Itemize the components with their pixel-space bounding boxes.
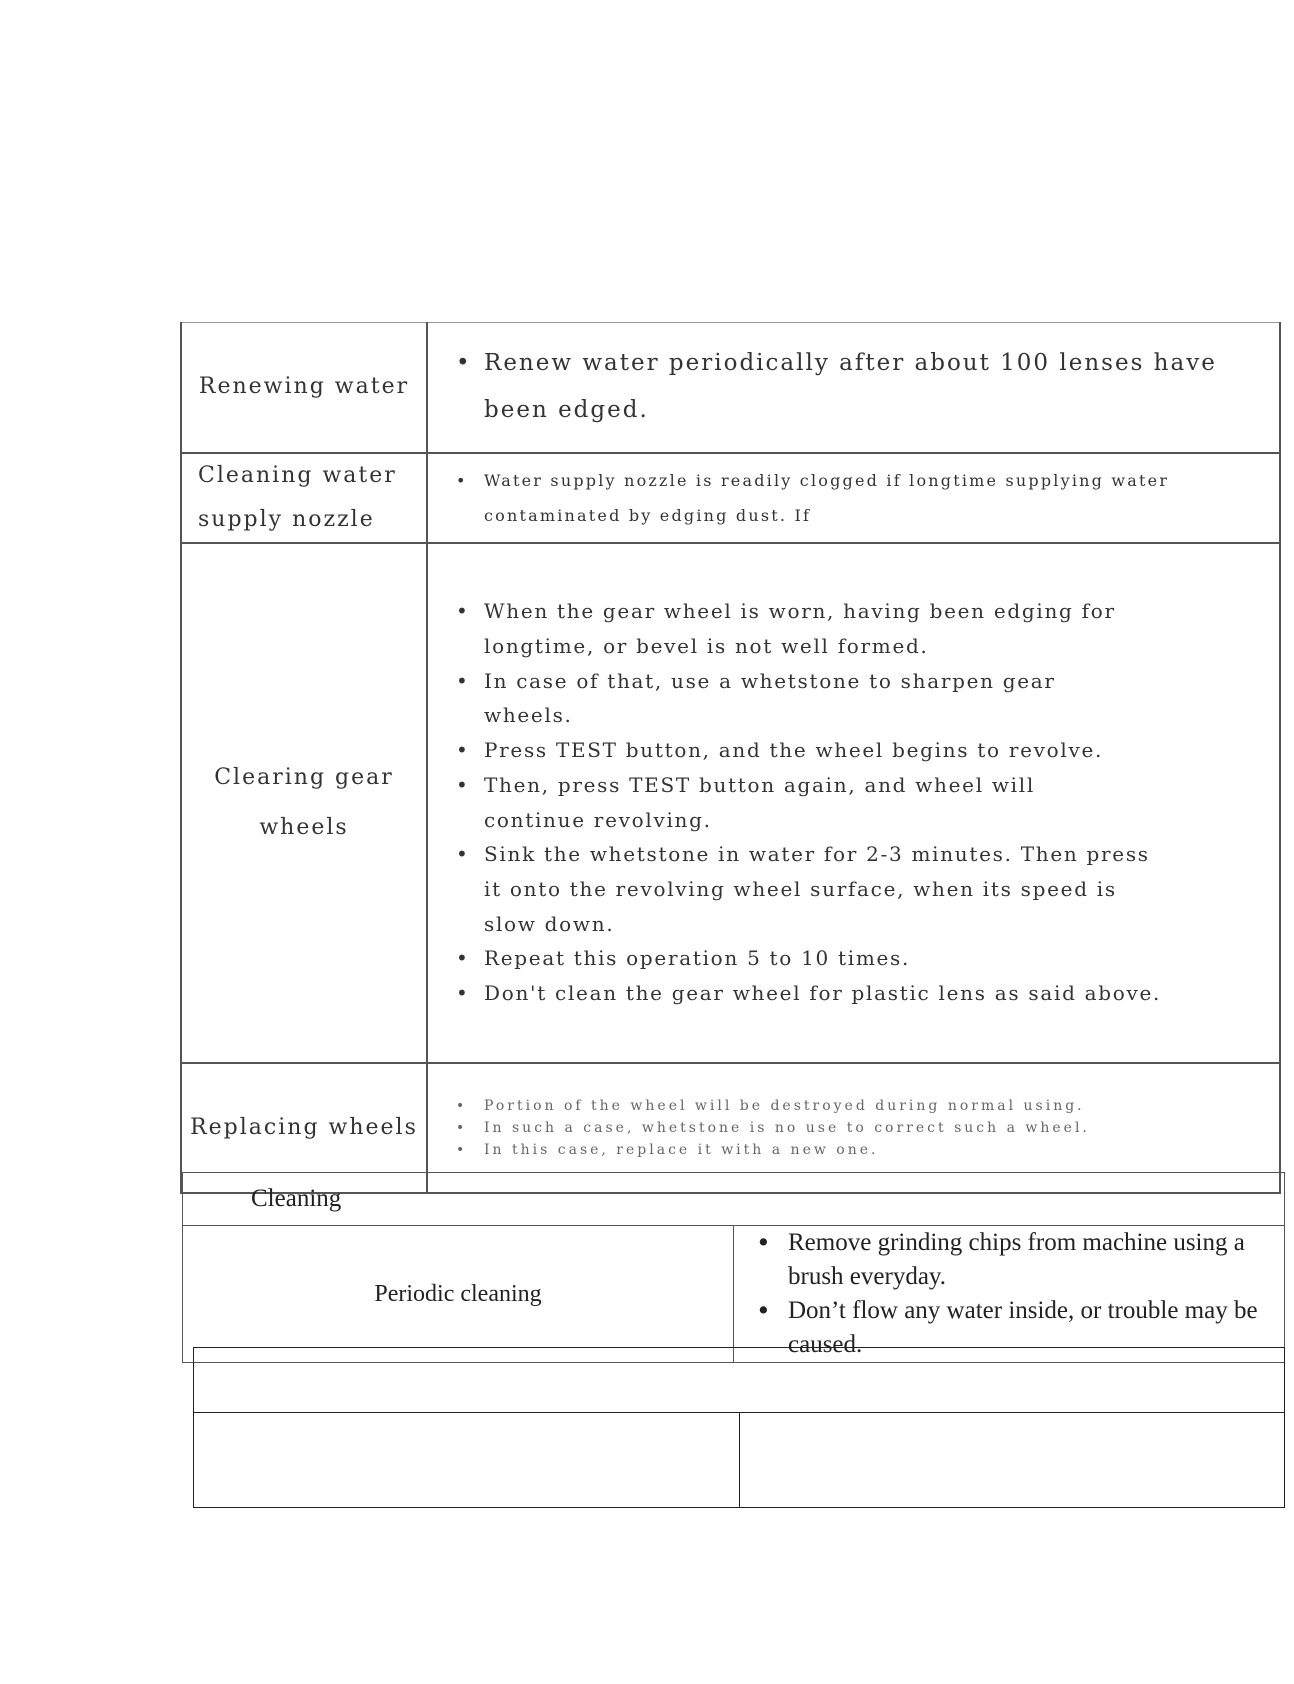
list-item: • Don't clean the gear wheel for plastic lens as said above. (454, 976, 1264, 1011)
row-content-clearing-gear-wheels (427, 543, 1280, 1063)
section-title: Cleaning (251, 1185, 342, 1212)
list-item: • Repeat this operation 5 to 10 times. (454, 941, 1284, 976)
list-item: • Remove grinding chips from machine using a brush everyday. (754, 1226, 1284, 1294)
cleaning-header (183, 1173, 1285, 1226)
list-item: • In such a case, whetstone is no use to correct such a wheel. (454, 1117, 1294, 1139)
row-label-line: Clearing gear (214, 764, 394, 790)
list-item: • Press TEST button, and the wheel begins to revolve. (454, 733, 1284, 768)
row-label-line: wheels (259, 814, 349, 840)
table-row (181, 543, 1280, 1063)
row-label-text: Replacing wheels (190, 1114, 418, 1140)
list-item: • Renew water periodically after about 100 lenses have been edged. (454, 340, 1244, 434)
cleaning-table (182, 1172, 1285, 1363)
row-label-text: Periodic cleaning (374, 1280, 542, 1307)
empty-content-cell (739, 1413, 1285, 1508)
table-row (194, 1413, 1285, 1508)
row-label-renewing-water (181, 323, 427, 453)
table-row (183, 1173, 1285, 1226)
list-item: • Water supply nozzle is readily clogged if longtime supplying water contaminated by edging dust. If (454, 463, 1204, 533)
row-label-line: supply nozzle (198, 506, 375, 532)
empty-header-cell (194, 1348, 1285, 1413)
table-row (183, 1226, 1285, 1363)
row-label-clearing-gear-wheels (181, 543, 427, 1063)
table-row (181, 453, 1280, 543)
row-content-renewing-water (427, 323, 1280, 453)
empty-table (193, 1347, 1285, 1508)
row-content-periodic-cleaning (734, 1226, 1285, 1363)
row-label-periodic-cleaning (183, 1226, 734, 1363)
table-row (181, 323, 1280, 453)
empty-label-cell (194, 1413, 740, 1508)
list-item: • Portion of the wheel will be destroyed during normal using. (454, 1095, 1294, 1117)
row-label-cleaning-water-supply-nozzle (181, 453, 427, 543)
maintenance-table (180, 322, 1281, 1194)
table-row (194, 1348, 1285, 1413)
list-item: • Don’t flow any water inside, or trouble may be caused. (754, 1294, 1284, 1362)
list-item: • In this case, replace it with a new one. (454, 1139, 1294, 1161)
list-item: • When the gear wheel is worn, having been edging for longtime, or bevel is not well formed. (454, 594, 1144, 663)
list-item: • Then, press TEST button again, and wheel will continue revolving. (454, 768, 1124, 837)
list-item: • Sink the whetstone in water for 2-3 minutes. Then press it onto the revolving wheel surface, when its speed is slow down. (454, 837, 1154, 941)
list-item: • In case of that, use a whetstone to sharpen gear wheels. (454, 664, 1104, 733)
row-label-line: Cleaning water (198, 462, 397, 488)
row-label-text: Renewing water (198, 374, 410, 400)
row-content-cleaning-water-supply-nozzle (427, 453, 1280, 543)
